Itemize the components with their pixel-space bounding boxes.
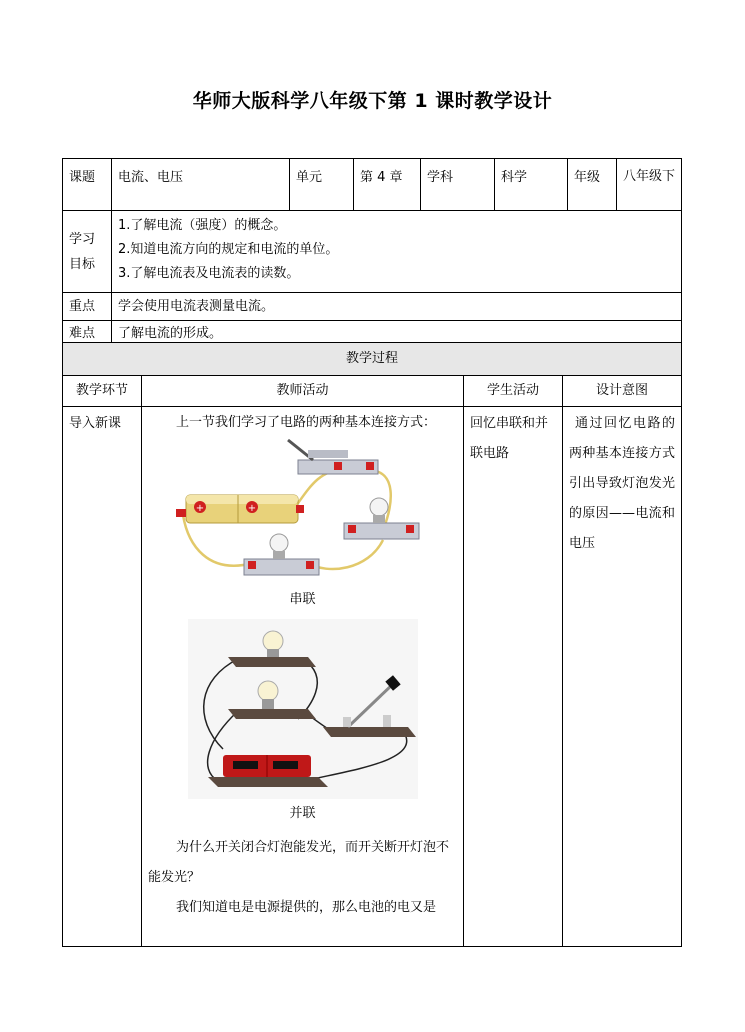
series-caption: 串联 bbox=[289, 592, 316, 607]
key-point-label: 重点 bbox=[69, 299, 96, 314]
teacher-intro: 上一节我们学习了电路的两种基本连接方式： bbox=[176, 415, 437, 430]
goal-item: 1.了解电流（强度）的概念。 bbox=[118, 218, 287, 233]
unit-label: 单元 bbox=[296, 170, 323, 185]
key-point-value: 学会使用电流表测量电流。 bbox=[118, 299, 275, 314]
teacher-question-1: 为什么开关闭合灯泡能发光，而开关断开灯泡不能发光？ bbox=[148, 840, 450, 885]
series-circuit-figure bbox=[168, 435, 438, 585]
subject-value: 科学 bbox=[501, 170, 528, 185]
student-activity: 回忆串联和并联电路 bbox=[470, 416, 549, 461]
col-intent: 设计意图 bbox=[595, 383, 648, 398]
col-teacher: 教师活动 bbox=[276, 383, 329, 398]
grade-value: 八年级下 bbox=[623, 169, 676, 184]
process-header: 教学过程 bbox=[345, 351, 398, 366]
svg-text:+: + bbox=[247, 503, 256, 514]
unit-value: 第 4 章 bbox=[360, 170, 403, 185]
col-student: 学生活动 bbox=[486, 383, 539, 398]
info-table bbox=[62, 158, 682, 347]
difficulty-label: 难点 bbox=[69, 326, 96, 341]
design-intent: 通过回忆电路的两种基本连接方式引出导致灯泡发光的原因——电流和电压 bbox=[569, 416, 675, 551]
difficulty-value: 了解电流的形成。 bbox=[118, 326, 223, 341]
parallel-circuit-figure bbox=[188, 619, 418, 799]
goal-item: 3.了解电流表及电流表的读数。 bbox=[118, 266, 300, 281]
parallel-caption: 并联 bbox=[289, 806, 316, 821]
svg-text:+: + bbox=[195, 503, 204, 514]
topic-label: 课题 bbox=[69, 170, 96, 185]
topic-value: 电流、电压 bbox=[118, 170, 184, 185]
teacher-question-2: 我们知道电是电源提供的，那么电池的电又是 bbox=[176, 900, 437, 915]
goals-list bbox=[112, 211, 681, 292]
goal-item: 2.知道电流方向的规定和电流的单位。 bbox=[118, 242, 339, 257]
col-stage: 教学环节 bbox=[75, 383, 128, 398]
grade-label: 年级 bbox=[574, 170, 601, 185]
process-table bbox=[62, 342, 682, 947]
page-title: 华师大版科学八年级下第 1 课时教学设计 bbox=[192, 90, 553, 112]
teacher-activity bbox=[142, 407, 463, 923]
goals-label: 学习目标 bbox=[69, 232, 96, 272]
subject-label: 学科 bbox=[427, 170, 454, 185]
stage-cell: 导入新课 bbox=[69, 416, 122, 431]
